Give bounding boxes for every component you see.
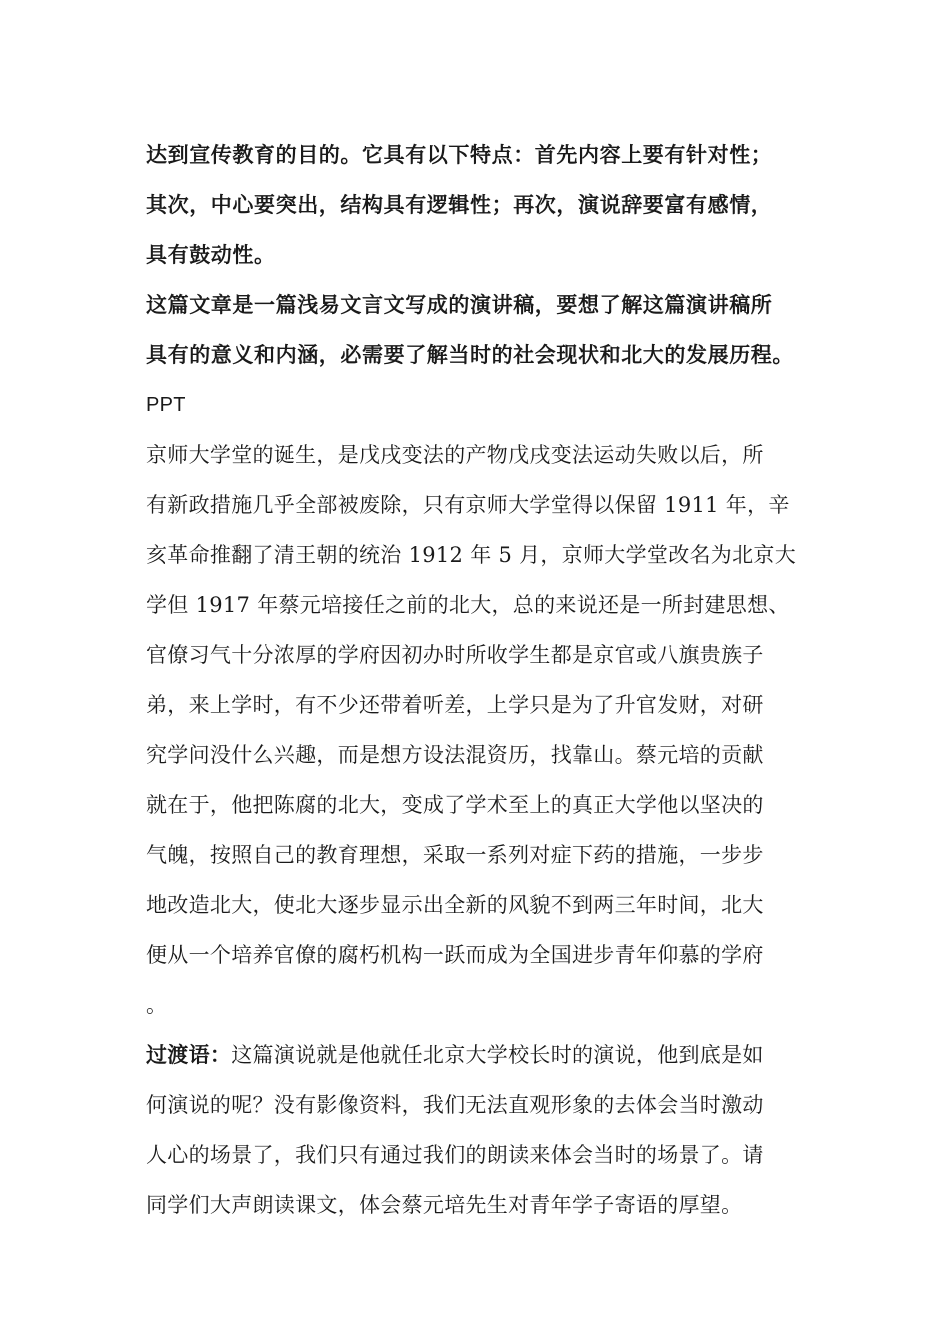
history-line: 有新政措施几乎全部被废除，只有京师大学堂得以保留 1911 年，辛 [146, 493, 790, 517]
history-line: 便从一个培养官僚的腐朽机构一跃而成为全国进步青年仰慕的学府 [146, 943, 764, 967]
transition-text: 这篇演说就是他就任北京大学校长时的演说，他到底是如 [231, 1043, 764, 1067]
intro-line: 达到宣传教育的目的。它具有以下特点：首先内容上要有针对性； [146, 143, 773, 167]
history-line: 弟，来上学时，有不少还带着听差，上学只是为了升官发财，对研 [146, 693, 764, 717]
transition-first-line [146, 1030, 814, 1080]
document-body [146, 130, 814, 1230]
history-line: 。 [146, 993, 168, 1017]
history-line: 官僚习气十分浓厚的学府因初办时所收学生都是京官或八旗贵族子 [146, 643, 764, 667]
transition-line: 同学们大声朗读课文，体会蔡元培先生对青年学子寄语的厚望。 [146, 1193, 743, 1217]
history-line: 地改造北大，使北大逐步显示出全新的风貌不到两三年时间，北大 [146, 893, 764, 917]
context-line: 具有的意义和内涵，必需要了解当时的社会现状和北大的发展历程。 [146, 343, 794, 367]
intro-line: 具有鼓动性。 [146, 243, 276, 267]
intro-line: 其次，中心要突出，结构具有逻辑性；再次，演说辞要富有感情， [146, 193, 773, 217]
history-line: 京师大学堂的诞生，是戊戌变法的产物戊戌变法运动失败以后，所 [146, 443, 764, 467]
transition-line: 人心的场景了，我们只有通过我们的朗读来体会当时的场景了。请 [146, 1143, 764, 1167]
transition-line: 何演说的呢？没有影像资料，我们无法直观形象的去体会当时激动 [146, 1093, 764, 1117]
history-line: 究学问没什么兴趣，而是想方设法混资历，找靠山。蔡元培的贡献 [146, 743, 764, 767]
history-line: 亥革命推翻了清王朝的统治 1912 年 5 月，京师大学堂改名为北京大 [146, 543, 797, 567]
history-line: 气魄，按照自己的教育理想，采取一系列对症下药的措施，一步步 [146, 843, 764, 867]
history-line: 学但 1917 年蔡元培接任之前的北大，总的来说还是一所封建思想、 [146, 593, 790, 617]
transition-label: 过渡语： [146, 1043, 232, 1067]
context-line: 这篇文章是一篇浅易文言文写成的演讲稿，要想了解这篇演讲稿所 [146, 293, 773, 317]
history-line: 就在于，他把陈腐的北大，变成了学术至上的真正大学他以坚决的 [146, 793, 764, 817]
ppt-label: PPT [146, 394, 186, 416]
